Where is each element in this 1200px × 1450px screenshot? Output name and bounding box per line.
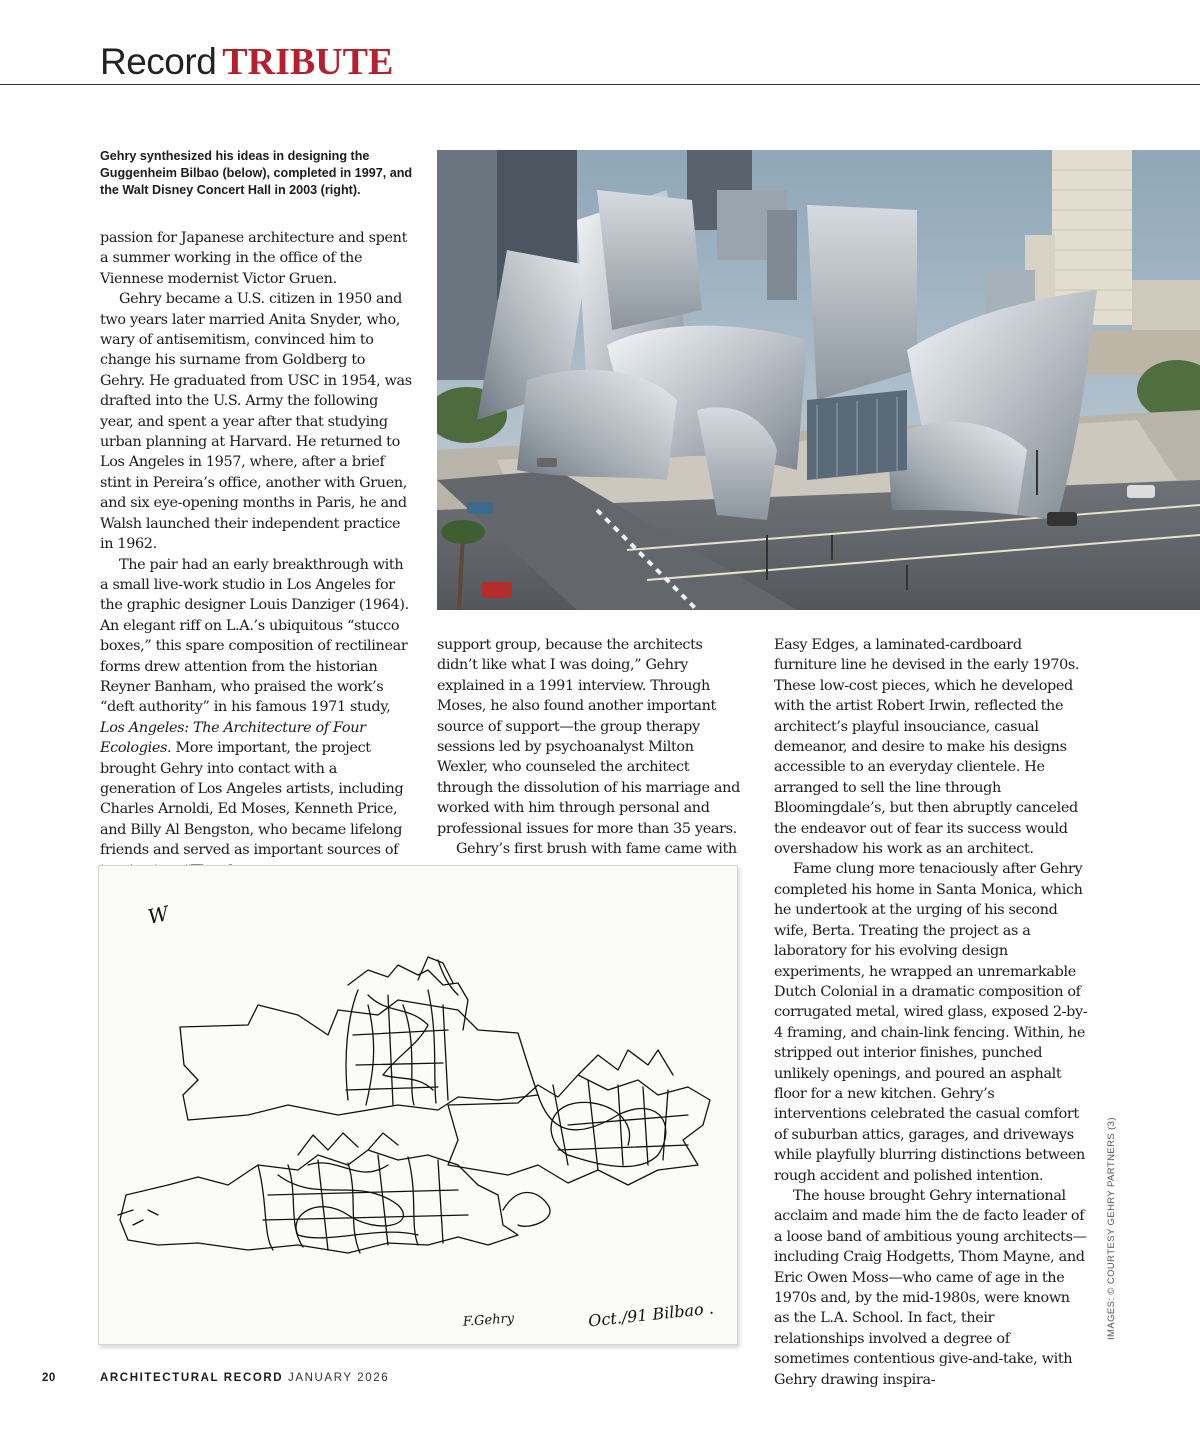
photo-caption: Gehry synthesized his ideas in designing the Guggenheim Bilbao (below), completed in 1997, and the Walt Disney Concert Hall in 2003 (right). xyxy=(100,149,413,197)
column1-paragraph-3 xyxy=(100,555,414,882)
page-footer xyxy=(42,1372,390,1384)
section-header xyxy=(100,40,393,84)
book-title: Los Angeles: The Architecture of Four Ecologies. xyxy=(100,719,366,757)
column3-paragraph-3: The house brought Gehry international acclaim and made him the de facto leader of a loose band of ambitious young architects—including Craig Hodgetts, Thom Mayne, and Eric Owen Moss—who came of age in the 1970s and, by the mid-1980s, were known as the L.A. School. In fact, their relationships involved a degree of sometimes contentious give-and-take, with Gehry drawing inspira- xyxy=(774,1187,1087,1388)
column3-paragraph-1: Easy Edges, a laminated-cardboard furniture line he devised in the early 1970s. These low-cost pieces, which he developed with the artist Robert Irwin, reflected the architect’s playful insouciance, casual demeanor, and desire to make his designs accessible to an everyday clientele. He arranged to sell the line through Bloomingdale’s, but then abruptly canceled the endeavor out of fear its success would overshadow his work as an architect. xyxy=(774,637,1080,858)
column3-paragraph-2: Fame clung more tenaciously after Gehry completed his home in Santa Monica, which he undertook at the urging of his second wife, Berta. Treating the project as a laboratory for his evolving design experiments, he wrapped an unremarkable Dutch Colonial in a dramatic composition of corrugated metal, wired glass, exposed 2-by-4 framing, and chain-link fencing. Within, he stripped out interior finishes, punched unlikely openings, and poured an asphalt floor for a new kitchen. Gehry’s interventions celebrated the casual comfort of suburban attics, garages, and driveways while playfully blurring distinctions between rough accident and polished intention. xyxy=(774,861,1088,1184)
body-column-3 xyxy=(774,635,1088,1390)
column2-paragraph-1: support group, because the architects didn’t like what I was doing,” Gehry explained in a 1991 interview. Through Moses, he also found another important source of support—the group therapy sessions led by psychoanalyst Milton Wexler, who counseled the architect through the dissolution of his marriage and worked with him through personal and professional issues for more than 35 years. xyxy=(437,637,740,837)
section-label-record: Record xyxy=(100,41,217,82)
sketch-signature: F.Gehry xyxy=(462,1311,515,1330)
bilbao-sketch xyxy=(98,865,738,1345)
column1-paragraph-3-before: The pair had an early breakthrough with a small live-work studio in Los Angeles for the graphic designer Louis Danziger (1964). An elegant riff on L.A.’s ubiquitous “stucco boxes,” this spare composition of rectilinear forms drew attention from the historian Reyner Banham, who praised the work’s “deft authority” in his famous 1971 study, xyxy=(100,556,409,716)
disney-concert-hall-photo xyxy=(437,150,1200,610)
publication-name: ARCHITECTURAL RECORD xyxy=(100,1372,284,1384)
sketch-date-note: Oct./91 Bilbao . xyxy=(587,1298,715,1331)
column1-paragraph-1: passion for Japanese architecture and spent a summer working in the office of the Viennese modernist Victor Gruen. xyxy=(100,230,408,287)
sketch-corner-mark: W xyxy=(145,901,171,929)
issue-date: JANUARY 2026 xyxy=(288,1372,390,1384)
section-label-tribute: TRIBUTE xyxy=(222,41,394,83)
column1-paragraph-3-after: More important, the project brought Gehry into contact with a generation of Los Angeles artists, including Charles Arnoldi, Ed Moses, Kenneth Price, and Billy Al Bengston, who became lifelong friends and served as important sources of xyxy=(100,740,404,859)
column1-paragraph-2: Gehry became a U.S. citizen in 1950 and two years later married Anita Snyder, who, wary of antisemitism, convinced him to change his surname from Goldberg to Gehry. He graduated from USC in 1954, was drafted into the U.S. Army the following year, and spent a year after that studying urban planning at Harvard. He returned to Los Angeles in 1957, where, after a brief stint in Pereira’s office, another with Gruen, and six eye-opening months in Paris, he and Walsh launched their independent practice in 1962. xyxy=(100,291,412,553)
page-number: 20 xyxy=(42,1372,56,1384)
body-column-2 xyxy=(437,635,742,859)
image-credit: IMAGES: © COURTESY GEHRY PARTNERS (3) xyxy=(1106,1117,1117,1340)
column2-paragraph-2: Gehry’s first brush with fame came with xyxy=(456,841,737,858)
header-rule xyxy=(0,84,1200,85)
body-column-1 xyxy=(100,228,414,881)
